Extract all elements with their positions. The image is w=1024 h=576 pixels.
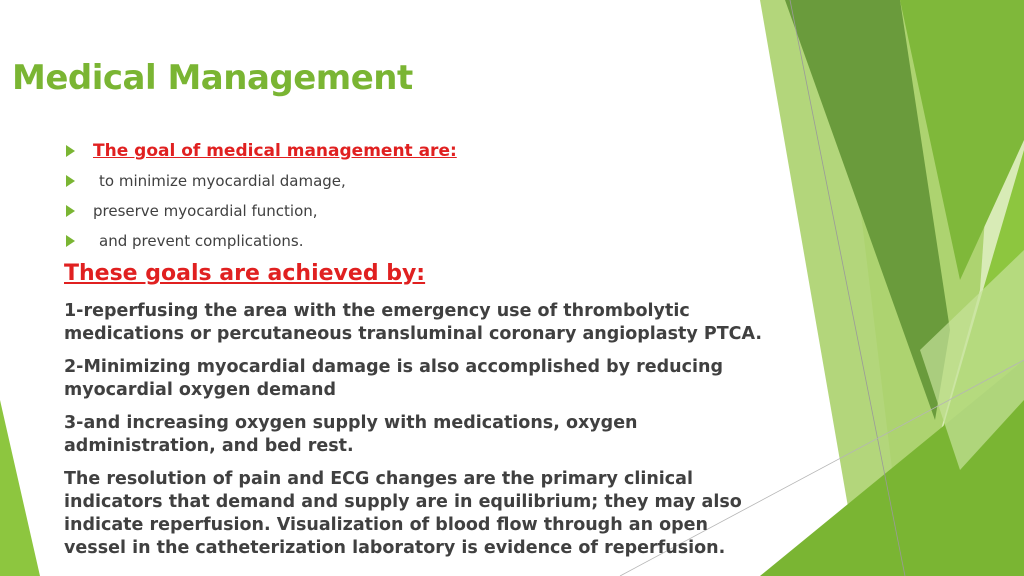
body-text-block [64, 300, 784, 570]
slide-title: Medical Management [12, 58, 413, 98]
paragraph: 2-Minimizing myocardial damage is also accomplished by reducing myocardial oxygen demand [64, 357, 723, 400]
bullet-text: to minimize myocardial damage, [99, 172, 346, 190]
bullet-text: and prevent complications. [99, 232, 304, 250]
paragraph: The resolution of pain and ECG changes are the primary clinical indicators that demand and supply are in equilibrium; they may also indicate reperfusion. Visualization of blood flow through an open vessel in the catheterization laboratory is evidence of reperfusion. [64, 469, 742, 558]
bullet-text: The goal of medical management are: [93, 141, 457, 161]
bullet-arrow-icon [66, 175, 75, 187]
left-edge-shape [0, 400, 40, 576]
paragraph: 1-reperfusing the area with the emergency use of thrombolytic medications or percutaneous transluminal coronary angioplasty PTCA. [64, 301, 762, 344]
bullet-arrow-icon [66, 205, 75, 217]
bullet-arrow-icon [66, 145, 75, 157]
bullet-text: preserve myocardial function, [93, 202, 318, 220]
bullet-arrow-icon [66, 235, 75, 247]
paragraph: 3-and increasing oxygen supply with medications, oxygen administration, and bed rest. [64, 413, 638, 456]
subheading: These goals are achieved by: [64, 261, 426, 286]
